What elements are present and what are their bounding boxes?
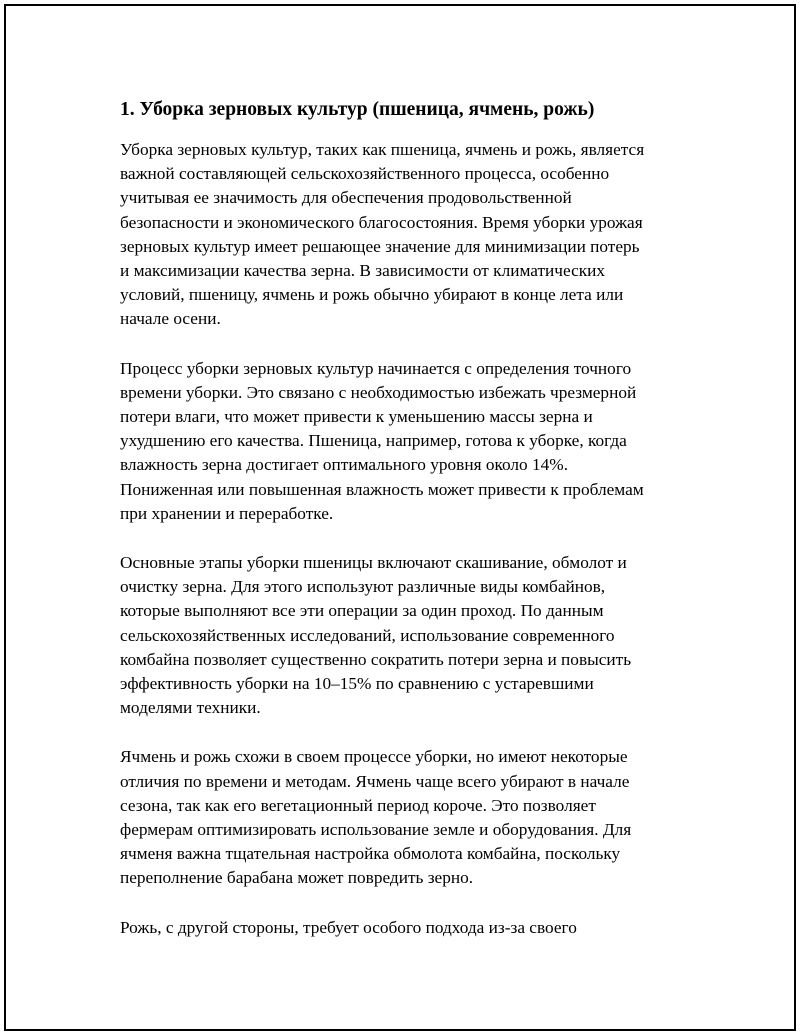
text-line: и максимизации качества зерна. В зависимости от климатических (120, 261, 606, 281)
text-line: при хранении и переработке. (120, 503, 334, 523)
text-line: Ячмень и рожь схожи в своем процессе уборки, но имеют некоторые (120, 747, 628, 767)
text-line: Уборка зерновых культур, таких как пшеница, ячмень и рожь, является (120, 140, 645, 159)
text-line: Процесс уборки зерновых культур начинается с определения точного (120, 358, 632, 378)
text-line: Рожь, с другой стороны, требует особого подхода из-за своего (120, 917, 577, 937)
text-line: сезона, так как его вегетационный период короче. Это позволяет (120, 795, 596, 815)
text-line: фермерам оптимизировать использование земле и оборудования. Для (120, 820, 632, 840)
text-line: отличия по времени и методам. Ячмень чаще всего убирают в начале (120, 771, 630, 791)
paragraph-1 (120, 138, 690, 332)
paragraph-5 (120, 916, 690, 940)
text-line: Пониженная или повышенная влажность может привести к проблемам (120, 479, 644, 499)
text-line: моделями техники. (120, 698, 261, 718)
text-line: времени уборки. Это связано с необходимостью избежать чрезмерной (120, 382, 637, 402)
paragraph-2 (120, 357, 690, 526)
text-line: важной составляющей сельскохозяйственного процесса, особенно (120, 164, 610, 184)
document-page (4, 4, 796, 1031)
text-line: очистку зерна. Для этого используют различные виды комбайнов, (120, 577, 606, 597)
section-heading: 1. Уборка зерновых культур (пшеница, ячмень, рожь) (120, 99, 595, 120)
text-line: влажность зерна достигает оптимального уровня около 14%. (120, 455, 569, 475)
text-line: потери влаги, что может привести к уменьшению массы зерна и (120, 407, 593, 427)
text-line: учитывая ее значимость для обеспечения продовольственной (120, 188, 572, 208)
text-line: Основные этапы уборки пшеницы включают скашивание, обмолот и (120, 553, 627, 573)
text-line: ячменя важна тщательная настройка обмолота комбайна, поскольку (120, 844, 621, 864)
text-line: ухудшению его качества. Пшеница, например, готова к уборке, когда (120, 431, 627, 451)
text-line: зерновых культур имеет решающее значение для минимизации потерь (120, 236, 640, 256)
paragraph-4 (120, 745, 690, 890)
text-line: эффективность уборки на 10–15% по сравнению с устаревшими (120, 674, 594, 694)
text-line: комбайна позволяет существенно сократить потери зерна и повысить (120, 649, 632, 669)
text-line: сельскохозяйственных исследований, использование современного (120, 625, 615, 645)
document-body (120, 94, 690, 965)
text-line: условий, пшеницу, ячмень и рожь обычно убирают в конце лета или (120, 285, 624, 305)
text-line: переполнение барабана может повредить зерно. (120, 868, 474, 888)
text-line: безопасности и экономического благосостояния. Время уборки урожая (120, 212, 643, 232)
text-line: которые выполняют все эти операции за один проход. По данным (120, 601, 604, 621)
paragraph-3 (120, 551, 690, 720)
text-line: начале осени. (120, 309, 221, 329)
